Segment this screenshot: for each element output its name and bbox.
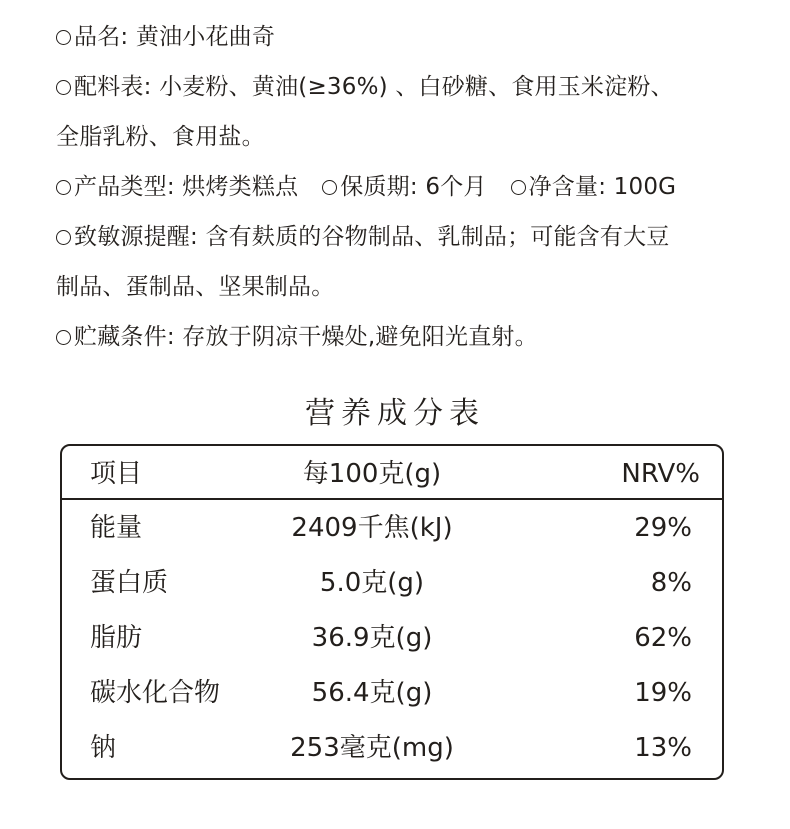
circle-bullet-icon <box>56 30 71 45</box>
info-value: 含有麸质的谷物制品、乳制品；可能含有大豆 <box>205 224 670 250</box>
row-nrv: 62% <box>634 623 692 653</box>
header-divider <box>62 498 722 500</box>
info-label: 保质期 <box>340 174 410 200</box>
row-amount: 2409千焦(kJ) <box>291 513 453 543</box>
row-item: 碳水化合物 <box>90 678 221 708</box>
row-amount: 56.4克(g) <box>311 678 433 708</box>
row-item: 脂肪 <box>90 623 143 653</box>
table-row <box>62 673 722 713</box>
circle-bullet-icon <box>56 180 71 195</box>
info-label: 配料表 <box>74 74 144 100</box>
row-amount: 36.9克(g) <box>311 623 433 653</box>
info-line-type-shelf-weight: 产品类型: 烘烤类糕点 保质期: 6个月 净含量: 100G <box>56 172 676 202</box>
row-nrv: 13% <box>634 733 692 763</box>
info-label: 产品类型 <box>74 174 167 200</box>
row-nrv: 29% <box>634 513 692 543</box>
info-value: 小麦粉、黄油(≥36%) 、白砂糖、食用玉米淀粉、 <box>159 74 674 100</box>
circle-bullet-icon <box>56 80 71 95</box>
circle-bullet-icon <box>511 180 526 195</box>
table-row <box>62 728 722 768</box>
info-line-ingredients: 配料表: 小麦粉、黄油(≥36%) 、白砂糖、食用玉米淀粉、 <box>56 72 674 102</box>
circle-bullet-icon <box>322 180 337 195</box>
info-line-ingredients-cont <box>56 122 265 152</box>
table-header-row <box>62 454 722 494</box>
nutrition-table-title: 营养成分表 <box>305 396 485 431</box>
info-label: 致敏源提醒 <box>74 224 190 250</box>
row-amount: 253毫克(mg) <box>290 733 454 763</box>
info-line-name: 品名: 黄油小花曲奇 <box>56 22 275 52</box>
info-value: 制品、蛋制品、坚果制品。 <box>56 274 335 300</box>
row-nrv: 8% <box>650 568 692 598</box>
row-item: 钠 <box>90 733 117 763</box>
info-label: 贮藏条件 <box>74 324 167 350</box>
info-label: 品名 <box>74 24 121 50</box>
table-row <box>62 508 722 548</box>
info-line-allergen: 致敏源提醒: 含有麸质的谷物制品、乳制品；可能含有大豆 <box>56 222 669 252</box>
circle-bullet-icon <box>56 230 71 245</box>
table-row <box>62 563 722 603</box>
row-nrv: 19% <box>634 678 692 708</box>
nutrition-table <box>60 444 724 780</box>
info-value: 黄油小花曲奇 <box>135 24 276 50</box>
row-amount: 5.0克(g) <box>319 568 425 598</box>
row-item: 能量 <box>90 513 143 543</box>
info-value: 6个月 <box>425 174 487 200</box>
header-item: 项目 <box>90 459 143 489</box>
info-label: 净含量 <box>528 174 599 200</box>
circle-bullet-icon <box>56 330 71 345</box>
row-item: 蛋白质 <box>90 568 169 598</box>
info-value: 全脂乳粉、食用盐。 <box>56 124 265 150</box>
info-value: 存放于阴凉干燥处,避免阳光直射。 <box>182 324 538 350</box>
table-row <box>62 618 722 658</box>
header-nrv: NRV% <box>621 459 700 489</box>
info-line-storage: 贮藏条件: 存放于阴凉干燥处,避免阳光直射。 <box>56 322 538 352</box>
info-value: 烘烤类糕点 <box>182 174 299 200</box>
info-line-allergen-cont <box>56 272 334 302</box>
header-per-100g: 每100克(g) <box>302 459 442 489</box>
info-value: 100G <box>613 174 677 200</box>
